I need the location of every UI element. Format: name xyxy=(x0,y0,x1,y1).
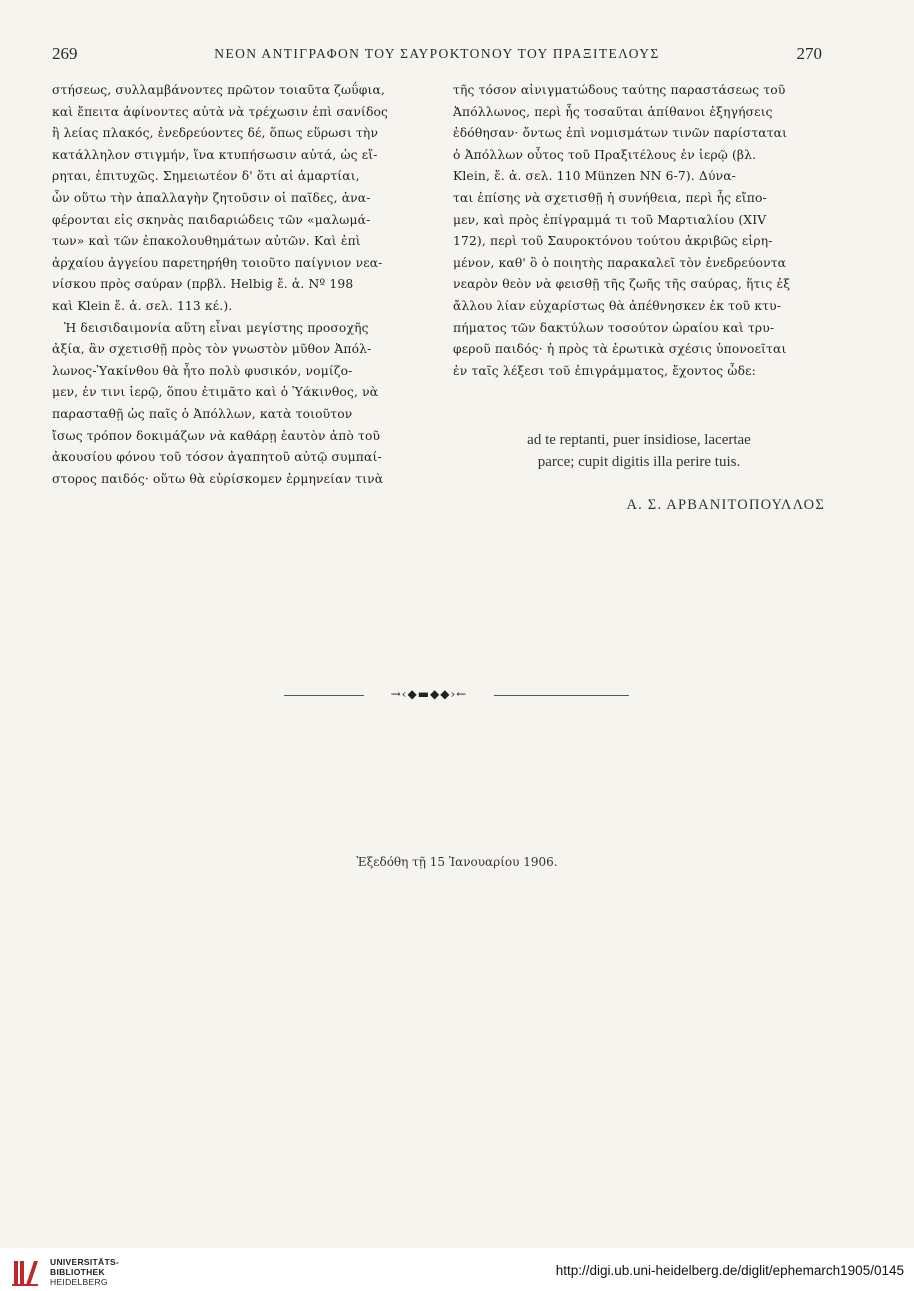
left-text-column xyxy=(52,80,426,490)
library-line-1: UNIVERSITÄTS- xyxy=(50,1257,120,1267)
text-line: Klein, ἔ. ἀ. σελ. 110 Münzen NN 6-7). Δύνα- xyxy=(453,169,736,184)
divider-ornament-icon: →‹◆▬◆◆›← xyxy=(390,687,468,701)
text-line: φέρονται εἰς σκηνὰς παιδαριώδεις τῶν «μαλωμά- xyxy=(52,212,371,227)
divider-rule-right xyxy=(494,695,629,696)
text-line: νεαρὸν θεὸν νὰ φεισθῇ τῆς ζωῆς τῆς σαύρας, ἥτις ἐξ xyxy=(453,277,791,292)
running-title: ΝΕΟΝ ΑΝΤΙΓΡΑΦΟΝ ΤΟΥ ΣΑΥΡΟΚΤΟΝΟΥ ΤΟΥ ΠΡΑΞΙΤΕΛΟΥΣ xyxy=(214,46,660,61)
text-line: μεν, καὶ πρὸς ἐπίγραμμά τι τοῦ Μαρτιαλίου (XIV xyxy=(453,212,767,227)
text-line: Ἀπόλλωνος, περὶ ἧς τοσαῦται ἀπίθανοι ἐξηγήσεις xyxy=(453,104,773,119)
text-line: ἀρχαίου ἀγγείου παρετηρήθη τοιοῦτο παίγνιον νεα- xyxy=(52,255,383,270)
library-logo-icon xyxy=(10,1258,40,1288)
publication-date: Ἐξεδόθη τῇ 15 Ἰανουαρίου 1906. xyxy=(356,855,558,869)
library-line-2: BIBLIOTHEK xyxy=(50,1267,105,1277)
text-line: ὁ Ἀπόλλων οὗτος τοῦ Πραξιτέλους ἐν ἱερῷ (βλ. xyxy=(453,147,757,162)
page-number-left: 269 xyxy=(52,44,78,63)
latin-quote-line-1: ad te reptanti, puer insidiose, lacertae xyxy=(527,432,751,448)
text-line: ται ἐπίσης νὰ σχετισθῇ ἡ συνήθεια, περὶ ἧς εἴπο- xyxy=(453,190,767,205)
library-line-3: HEIDELBERG xyxy=(50,1277,108,1287)
text-line: 172), περὶ τοῦ Σαυροκτόνου τούτου ἀκριβῶς εἰρη- xyxy=(453,234,773,249)
divider-rule-left xyxy=(284,695,364,696)
text-line: καὶ Klein ἔ. ἀ. σελ. 113 κέ.). xyxy=(52,298,233,313)
text-line: φεροῦ παιδός· ἡ πρὸς τὰ ἐρωτικὰ σχέσις ὑπονοεῖται xyxy=(453,342,787,357)
text-line: καὶ ἔπειτα ἀφίνοντες αὐτὰ νὰ τρέχωσιν ἐπὶ σανίδος xyxy=(52,104,389,119)
text-line: των» καὶ τῶν ἐπακολουθημάτων αὐτῶν. Καὶ ἐπὶ xyxy=(52,234,361,249)
text-line: ἄλλου λίαν εὐχαρίστως θὰ ἀπέθνησκεν ἐκ τοῦ κτυ- xyxy=(453,298,782,313)
text-line: ὧν οὕτω τὴν ἀπαλλαγὴν ζητοῦσιν οἱ παῖδες, ἀνα- xyxy=(52,190,371,205)
text-line: ἢ λείας πλακός, ἐνεδρεύοντες δέ, ὅπως εὕρωσι τὴν xyxy=(52,126,379,141)
text-line: ἀκουσίου φόνου τοῦ τόσον ἀγαπητοῦ αὐτῷ συμπαί- xyxy=(52,450,382,465)
text-line: στήσεως, συλλαμβάνοντες πρῶτον τοιαῦτα ζωΰφια, xyxy=(52,83,386,97)
right-text-column xyxy=(453,80,825,382)
text-line: στορος παιδός· οὕτω θὰ εὑρίσκομεν ἑρμηνείαν τινὰ xyxy=(52,471,384,486)
text-line: ἴσως τρόπον δοκιμάζων νὰ καθάρῃ ἑαυτὸν ἀπὸ τοῦ xyxy=(52,428,381,443)
text-line: ἀξία, ἂν σχετισθῇ πρὸς τὸν γνωστὸν μῦθον Ἀπόλ- xyxy=(52,342,372,357)
source-url-link[interactable]: http://digi.ub.uni-heidelberg.de/diglit/ephemarch1905/0145 xyxy=(555,1263,904,1278)
text-line: κατάλληλον στιγμήν, ἵνα κτυπήσωσιν αὐτά, ὡς εἴ- xyxy=(52,147,378,162)
text-line: παρασταθῇ ὡς παῖς ὁ Ἀπόλλων, κατὰ τοιοῦτον xyxy=(52,406,353,421)
text-line: νίσκου πρὸς σαύραν (πρβλ. Helbig ἔ. ἀ. Nº 198 xyxy=(52,277,354,292)
author-signature: Α. Σ. ΑΡΒΑΝΙΤΟΠΟΥΛΛΟΣ xyxy=(626,497,825,513)
text-line: μένον, καθ' ὃ ὁ ποιητὴς παρακαλεῖ τὸν ἐνεδρεύοντα xyxy=(453,255,787,270)
text-line: Ἡ δεισιδαιμονία αὕτη εἶναι μεγίστης προσοχῆς xyxy=(64,320,369,335)
text-line: ρηται, ἐπιτυχῶς. Σημειωτέον δ' ὅτι αἱ ἁμαρτίαι, xyxy=(52,169,360,184)
latin-quote-line-2: parce; cupit digitis illa perire tuis. xyxy=(537,454,741,470)
text-line: ἐν ταῖς λέξεσι τοῦ ἐπιγράμματος, ἔχοντος ὧδε: xyxy=(453,363,756,378)
text-line: λωνος-Ὑακίνθου θὰ ἦτο πολὺ φυσικόν, νομίζο- xyxy=(52,363,353,378)
text-line: πήματος τῶν δακτύλων τοσούτον ὡραίου καὶ τρυ- xyxy=(453,320,775,335)
library-name xyxy=(50,1257,119,1287)
text-line: μεν, ἐν τινι ἱερῷ, ὅπου ἐτιμᾶτο καὶ ὁ Ὑάκινθος, νὰ xyxy=(52,385,379,400)
text-line: τῆς τόσον αἰνιγματώδους ταύτης παραστάσεως τοῦ xyxy=(453,83,786,97)
ornamental-divider xyxy=(284,689,629,703)
text-line: ἐδόθησαν· ὄντως ἐπὶ νομισμάτων τινῶν παρίσταται xyxy=(453,126,788,141)
running-header xyxy=(52,44,822,66)
page-number-right: 270 xyxy=(796,44,822,63)
